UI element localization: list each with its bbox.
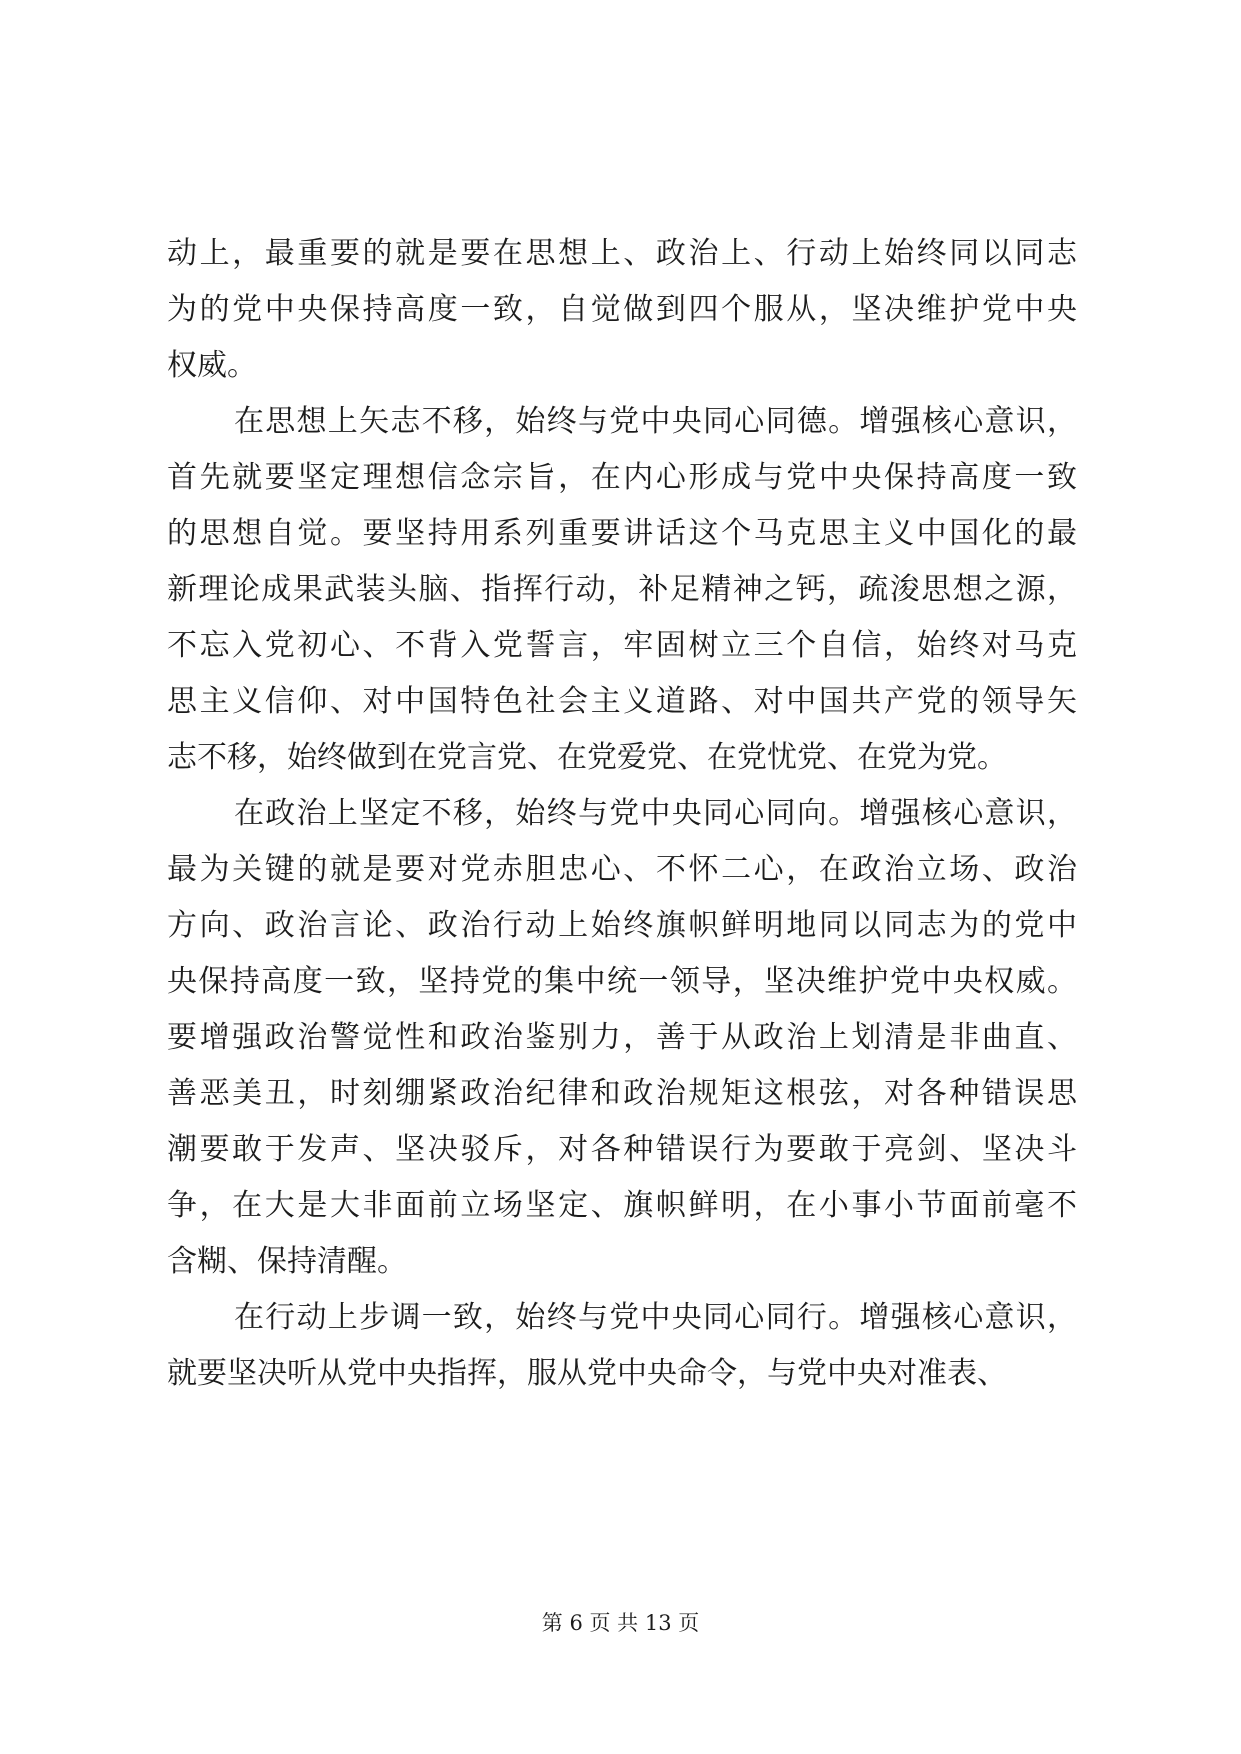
text-line: 在政治上坚定不移，始终与党中央同心同向。增强核心意识， bbox=[234, 796, 1077, 831]
text-line: 含糊、保持清醒。 bbox=[167, 1244, 407, 1279]
text-line: 的思想自觉。要坚持用系列重要讲话这个马克思主义中国化的最 bbox=[167, 516, 1077, 551]
text-line: 在行动上步调一致，始终与党中央同心同行。增强核心意识， bbox=[234, 1300, 1077, 1335]
text-line: 就要坚决听从党中央指挥，服从党中央命令，与党中央对准表、 bbox=[167, 1356, 1007, 1391]
text-line: 思主义信仰、对中国特色社会主义道路、对中国共产党的领导矢 bbox=[167, 684, 1077, 719]
text-line: 央保持高度一致，坚持党的集中统一领导，坚决维护党中央权威。 bbox=[167, 964, 1077, 999]
text-line: 新理论成果武装头脑、指挥行动，补足精神之钙，疏浚思想之源， bbox=[167, 572, 1077, 607]
paragraph bbox=[167, 226, 1077, 394]
text-line: 要增强政治警觉性和政治鉴别力，善于从政治上划清是非曲直、 bbox=[167, 1020, 1077, 1055]
paragraph bbox=[167, 394, 1077, 786]
text-line: 为的党中央保持高度一致，自觉做到四个服从，坚决维护党中央 bbox=[167, 292, 1077, 327]
paragraph bbox=[167, 786, 1077, 1290]
text-line: 最为关键的就是要对党赤胆忠心、不怀二心，在政治立场、政治 bbox=[167, 852, 1077, 887]
text-line: 首先就要坚定理想信念宗旨，在内心形成与党中央保持高度一致 bbox=[167, 460, 1077, 495]
text-line: 动上，最重要的就是要在思想上、政治上、行动上始终同以同志 bbox=[167, 236, 1077, 271]
text-line: 权威。 bbox=[167, 348, 257, 383]
text-line: 在思想上矢志不移，始终与党中央同心同德。增强核心意识， bbox=[234, 404, 1077, 439]
document-body bbox=[167, 226, 1077, 1402]
paragraph bbox=[167, 1290, 1077, 1402]
text-line: 不忘入党初心、不背入党誓言，牢固树立三个自信，始终对马克 bbox=[167, 628, 1077, 663]
page-number-footer: 第 6 页 共 13 页 bbox=[541, 1611, 700, 1635]
text-line: 方向、政治言论、政治行动上始终旗帜鲜明地同以同志为的党中 bbox=[167, 908, 1077, 943]
text-line: 潮要敢于发声、坚决驳斥，对各种错误行为要敢于亮剑、坚决斗 bbox=[167, 1132, 1077, 1167]
text-line: 争，在大是大非面前立场坚定、旗帜鲜明，在小事小节面前毫不 bbox=[167, 1188, 1077, 1223]
text-line: 善恶美丑，时刻绷紧政治纪律和政治规矩这根弦，对各种错误思 bbox=[167, 1076, 1077, 1111]
text-line: 志不移，始终做到在党言党、在党爱党、在党忧党、在党为党。 bbox=[167, 740, 1007, 775]
